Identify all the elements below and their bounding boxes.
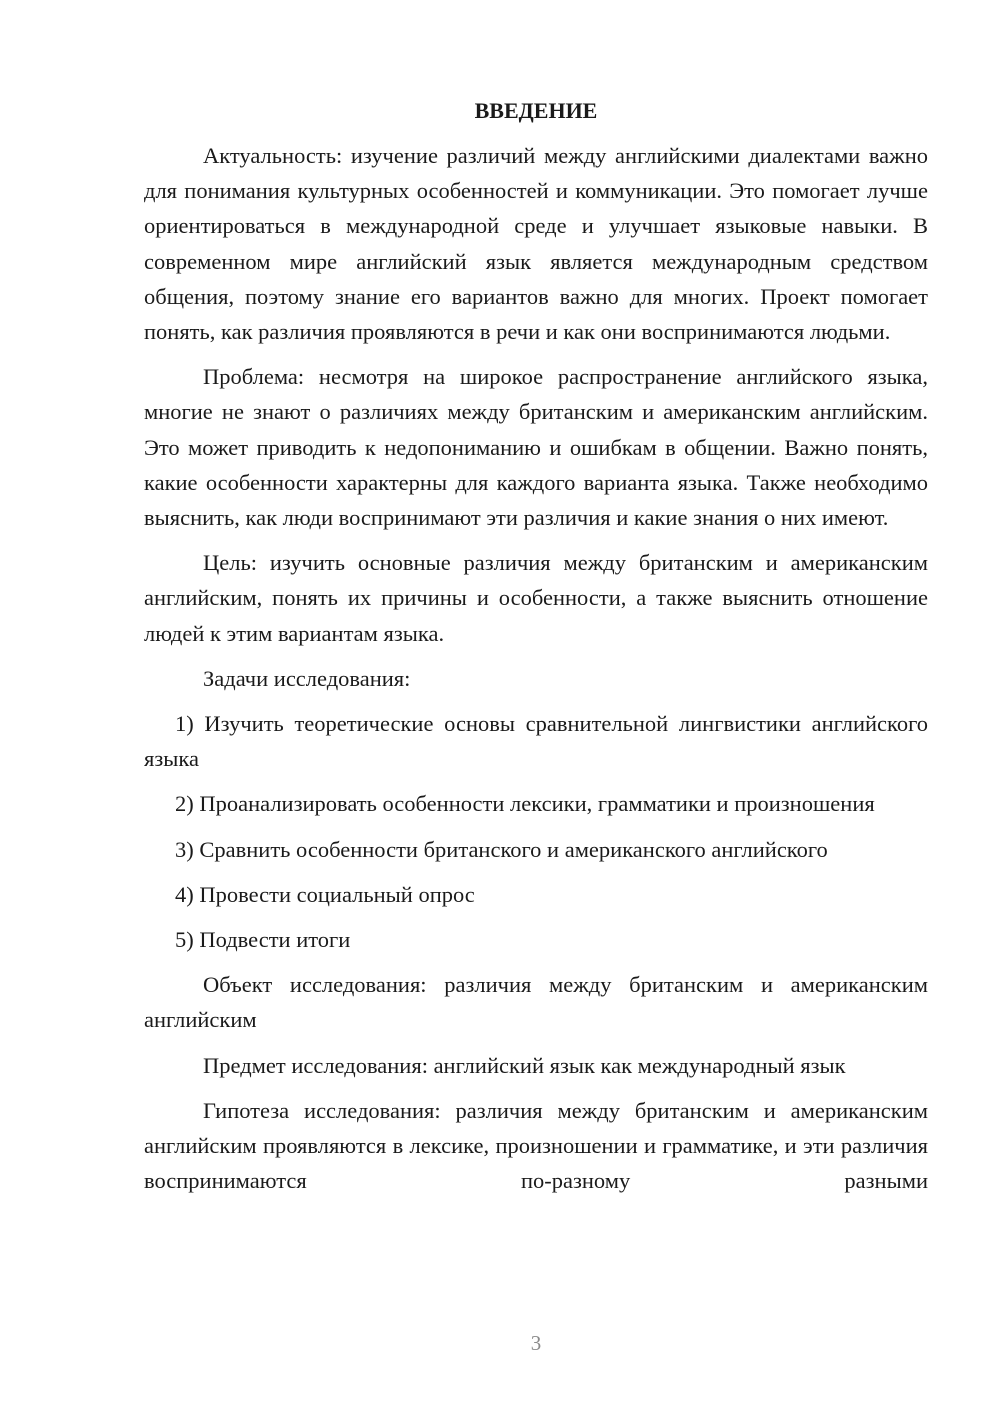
section-title: ВВЕДЕНИЕ xyxy=(474,98,598,123)
paragraph-tasks-heading: Задачи исследования: xyxy=(203,665,411,691)
list-item-task-2: 2) Проанализировать особенности лексики, грамматики и произношения xyxy=(175,791,875,817)
paragraph-goal: Цель: изучить основные различия между британским и американским английским, понять их причины и особенности, а также выяснить отношение людей к этим вариантам языка. xyxy=(144,550,928,646)
paragraph-object: Объект исследования: различия между британским и американским английским xyxy=(144,972,928,1033)
list-item-task-5: 5) Подвести итоги xyxy=(175,927,351,953)
paragraph-problem: Проблема: несмотря на широкое распространение английского языка, многие не знают о различиях между британским и американским английским. Это может приводить к недопониманию и ошибкам в общении. Важно понять, какие особенности характерны для каждого варианта языка. Также необходимо выяснить, как люди воспринимают эти различия и какие знания о них имеют. xyxy=(144,364,928,531)
list-item-task-1: 1) Изучить теоретические основы сравнительной лингвистики английского языка xyxy=(144,711,928,772)
paragraph-hypothesis: Гипотеза исследования: различия между британским и американским английским проявляются в лексике, произношении и грамматике, и эти различия воспринимаются по-разному разными xyxy=(144,1097,928,1194)
page-number: 3 xyxy=(530,1331,542,1355)
document-page xyxy=(144,94,928,1198)
paragraph-relevance: Актуальность: изучение различий между английскими диалектами важно для понимания культурных особенностей и коммуникации. Это помогает лучше ориентироваться в международной среде и улучшает языковые навыки. В современном мире английский язык является международным средством общения, поэтому знание его вариантов важно для многих. Проект помогает понять, как различия проявляются в речи и как они воспринимаются людьми. xyxy=(144,143,928,345)
paragraph-subject: Предмет исследования: английский язык как международный язык xyxy=(203,1052,846,1078)
list-item-task-3: 3) Сравнить особенности британского и американского английского xyxy=(175,836,828,862)
list-item-task-4: 4) Провести социальный опрос xyxy=(175,881,475,907)
